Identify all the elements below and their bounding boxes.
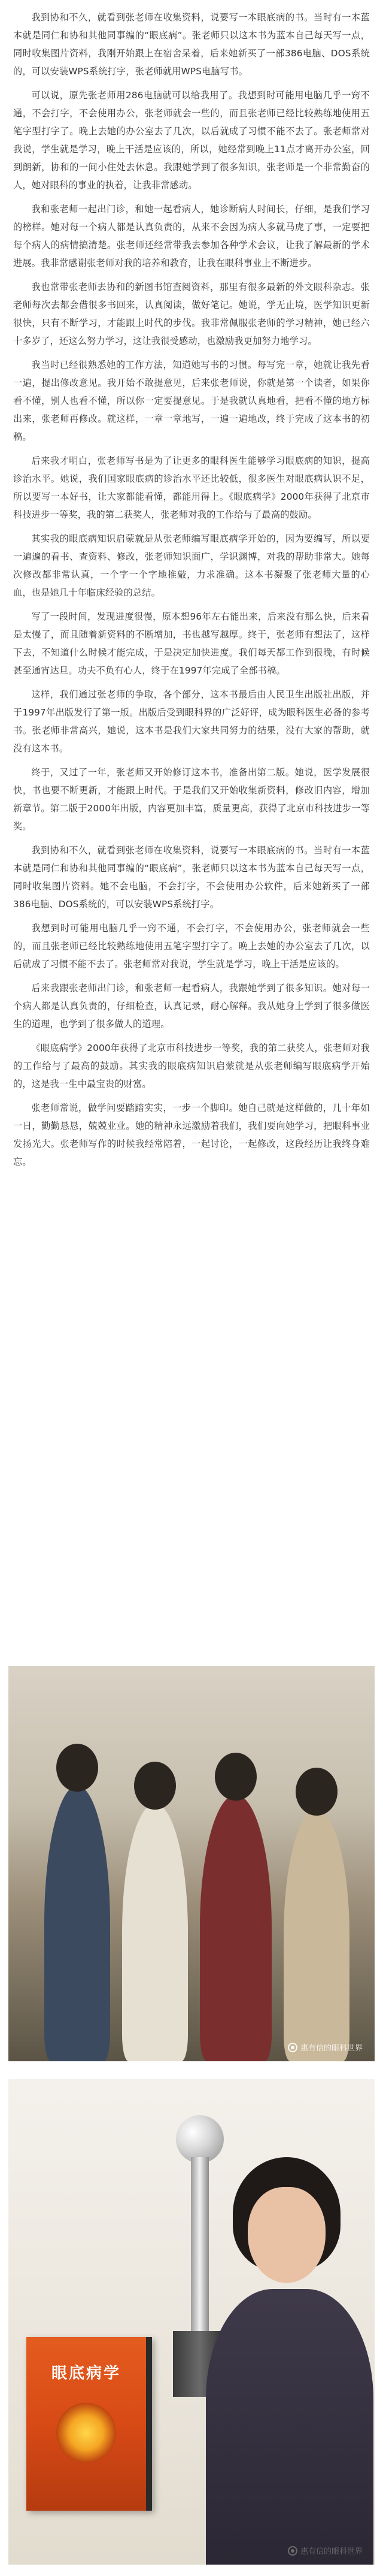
portrait-face (248, 2187, 326, 2283)
portrait-body (206, 2289, 373, 2565)
person-head (296, 1768, 338, 1816)
wechat-account-icon (288, 2546, 297, 2556)
article-paragraph: 这样，我们通过张老师的争取，各个部分，这本书最后由人民卫生出版社出版，并于1997年出版发行了第一版。出版后受到眼科界的广泛好评，成为眼科医生必备的参考书。张老师非常高兴，她说，这本书是我们大家共同努力的结果，没有大家的帮助，就没有这本书。 (13, 689, 370, 754)
article-paragraph: 我和张老师一起出门诊，和她一起看病人，她诊断病人时间长，仔细，是我们学习的榜样。她对每一个病人都是认真负责的，从来不会因为病人多就马虎了事，一定要把每个病人的病情搞清楚。张老师还经常带我去参加各种学术会议，让我了解最新的学术进展。我非常感谢张老师对我的培养和教育，让我在眼科事业上不断进步。 (13, 204, 370, 268)
fundus-image (56, 2403, 116, 2463)
book-cover-title: 眼底病学 (51, 2364, 121, 2382)
article-paragraph: 我当时已经很熟悉她的工作方法，知道她写书的习惯。每写完一章，她就让我先看一遍，提出修改意见。我开始不敢提意见，后来张老师说，你就是第一个读者，如果你看不懂，别人也看不懂，所以你一定要提意见。于是我就认真地看，把看不懂的地方标出来，张老师再修改。就这样，一章一章地写，一遍一遍地改，终于完成了这本书的初稿。 (13, 360, 370, 442)
watermark-text: 惠有信的眼科世界 (300, 2547, 363, 2556)
article-paragraph: 我到协和不久，就看到张老师在收集资料，说要写一本眼底病的书。当时有一本蓝本就是同仁和协和其他同事编的“眼底病”。张老师只以这本书为蓝本自己每天写一点，同时收集图片资料，我刚开始跟上在宿舍呆着，后来她新买了一部386电脑、DOS系统的，可以安装WPS系统打字，张老师就用WPS电脑写书。 (13, 12, 370, 77)
wechat-account-icon (288, 2043, 297, 2052)
award-photo (8, 2079, 375, 2565)
watermark (288, 2545, 363, 2556)
article-paragraph: 其实我的眼底病知识启蒙就是从张老师编写眼底病学开始的，因为要编写，所以要一遍遍的看书、查资料、修改，张老师知识面广，学识渊博，对我的帮助非常大。她每次修改都非常认真，一个字一个字地推敲，力求准确。这本书凝聚了张老师大量的心血，也是她几十年临床经验的总结。 (13, 533, 370, 598)
watermark (288, 2042, 363, 2053)
article-paragraph: 我到协和不久，就看到张老师在收集资料，说要写一本眼底病的书。当时有一本蓝本就是同仁和协和其他同事编的“眼底病”，张老师只以这本书为蓝本自己每天写一点，同时收集图片资料。她不会电脑，不会打字，不会使用办公软件，后来她新买了一部386电脑、DOS系统的，可以安装WPS系统打字。 (13, 845, 370, 910)
article-paragraph: 《眼底病学》2000年获得了北京市科技进步一等奖，我的第二获奖人，张老师对我的工作给与了最高的鼓励。其实我的眼底病知识启蒙就是从张老师编写眼底病学开始的，这是我一生中最宝贵的财富。 (13, 1043, 370, 1089)
article-paragraph: 张老师常说，做学问要踏踏实实，一步一个脚印。她自己就是这样做的，几十年如一日，勤勤恳恳，兢兢业业。她的精神永远激励着我们，我们要向她学习，把眼科事业发扬光大。张老师写作的时候我经常陪着，一起讨论，一起修改，这段经历让我终身难忘。 (13, 1103, 370, 1167)
person-head (215, 1753, 257, 1801)
group-photo (8, 1666, 375, 2061)
person-figure (200, 1795, 272, 2061)
portrait-woman (206, 2157, 373, 2565)
article-paragraph: 可以说，原先张老师用286电脑就可以给我用了。我想到时可能用电脑几乎一窍不通，不会打字，不会使用办公，张老师就会一些的，而且张老师已经比较熟练地使用五笔字型打字了。晚上去她的办公室去了几次，以后就成了习惯不能不去了。张老师常对我说，学生就是学习，晚上干活是应该的，所以，她经常到晚上11点才离开办公室，回到朗新，协和的一间小住处去休息。我跟她学到了很多知识，张老师是一个非常勤奋的人，她对眼科的事业的执着，让我非常感动。 (13, 90, 370, 191)
article-paragraph: 后来我才明白，张老师写书是为了让更多的眼科医生能够学习眼底病的知识，提高诊治水平。她说，我们国家眼底病的诊治水平还比较低，很多医生对眼底病认识不足，所以要写一本好书，让大家都能看懂，都能用得上。《眼底病学》2000年获得了北京市科技进步一等奖，我的第二获奖人，张老师对我的工作给与了最高的鼓励。 (13, 455, 370, 520)
article-paragraph: 我也常带张老师去协和的新图书馆查阅资料，那里有很多最新的外文眼科杂志。张老师每次去都会借很多书回来，认真阅读，做好笔记。她说，学无止境，医学知识更新很快，只有不断学习，才能跟上时代的步伐。我非常佩服张老师的学习精神，她已经六十多岁了，还这么努力学习，这让我很受感动，也激励我更加努力地学习。 (13, 282, 370, 346)
article-paragraph: 我想到时可能用电脑几乎一窍不通，不会打字，不会使用办公，张老师就会一些的，而且张老师已经比较熟练地使用五笔字型打字了。晚上去她的办公室去了几次，以后就成了习惯不能不去了。张老师常对我说，学生就是学习，晚上干活是应该的。 (13, 923, 370, 970)
book-cover (26, 2337, 152, 2511)
article-paragraph: 后来我跟张老师出门诊，和张老师一起看病人，我跟她学到了很多知识。她对每一个病人都是认真负责的，仔细检查，认真记录，耐心解释。我从她身上学到了很多做医生的道理，也学到了很多做人的道理。 (13, 983, 370, 1029)
watermark-text: 惠有信的眼科世界 (300, 2044, 363, 2053)
trophy-globe (176, 2115, 224, 2163)
person-figure (284, 1810, 349, 2061)
person-head (134, 1762, 176, 1810)
article-paragraph: 终于，又过了一年，张老师又开始修订这本书，准备出第二版。她说，医学发展很快，书也要不断更新，才能跟上时代。于是我们又开始收集新资料，修改旧内容，增加新章节。第二版于2000年出版，内容更加丰富，质量更高，获得了北京市科技进步一等奖。 (13, 767, 370, 832)
person-head (56, 1744, 98, 1792)
article-paragraph: 写了一段时间，发现进度很慢，原本想96年左右能出来，后来没有那么快，后来看是太慢了，而且随着新资料的不断增加，书也越写越厚。终于，张老师有想法了，这样下去，不知道什么时候才能完成，于是决定加快进度。我们每天都工作到很晚，有时候甚至通宵达旦。功夫不负有心人，终于在1997年完成了全部书稿。 (13, 611, 370, 676)
person-figure (44, 1786, 110, 2061)
person-figure (122, 1804, 188, 2061)
